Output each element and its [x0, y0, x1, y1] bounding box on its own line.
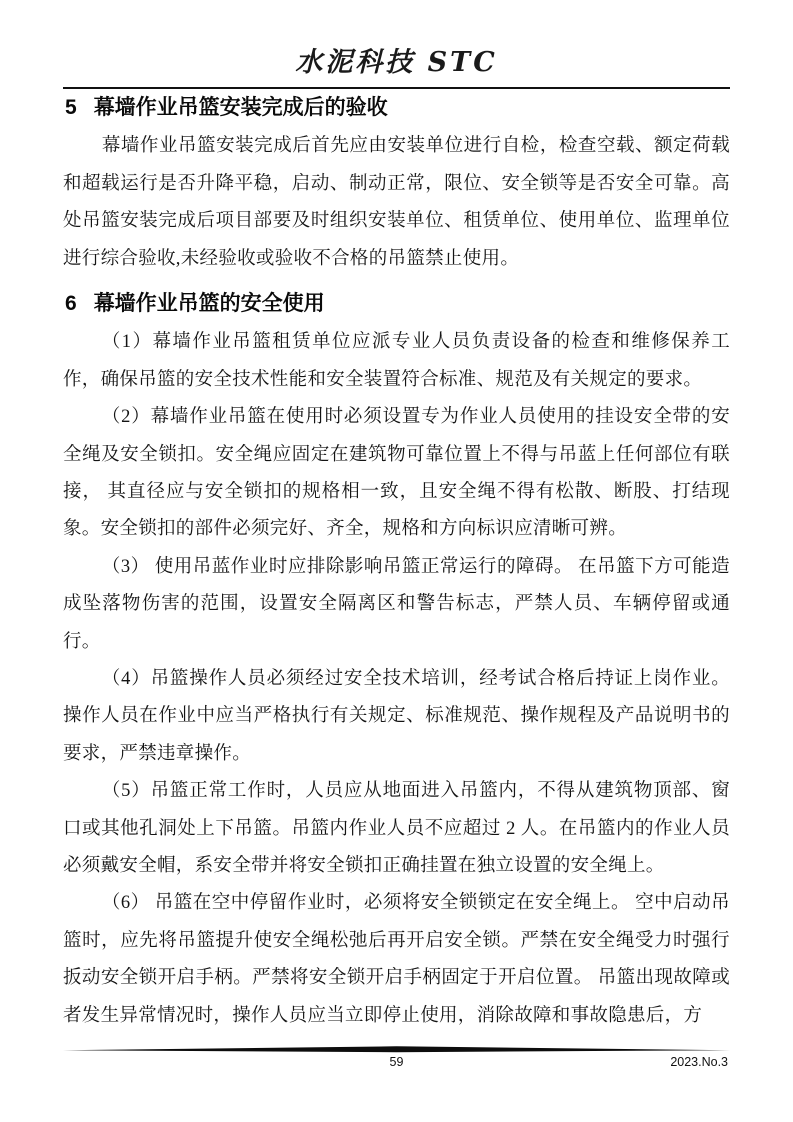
section-6-number: 6 — [65, 291, 77, 315]
section-6-paragraph-5: （5）吊篮正常工作时，人员应从地面进入吊篮内，不得从建筑物顶部、窗口或其他孔洞处上下吊篮。吊篮内作业人员不应超过 2 人。在吊篮内的作业人员必须戴安全帽，系安全带并将安全锁扣正确挂置在独立设置的安全绳上。 — [63, 781, 730, 876]
section-6-paragraph-1: （1）幕墙作业吊篮租赁单位应派专业人员负责设备的检查和维修保养工作，确保吊篮的安全技术性能和安全装置符合标准、规范及有关规定的要求。 — [63, 332, 730, 390]
footer-tapered-rule — [63, 1046, 730, 1053]
section-6-paragraph-3: （3） 使用吊蓝作业时应排除影响吊篮正常运行的障碍。 在吊篮下方可能造成坠落物伤害的范围，设置安全隔离区和警告标志，严禁人员、车辆停留或通行。 — [63, 556, 730, 652]
section-5-paragraph: 幕墙作业吊篮安装完成后首先应由安装单位进行自检，检查空载、额定荷载和超载运行是否升降平稳，启动、制动正常，限位、安全锁等是否安全可靠。高处吊篮安装完成后项目部要及时组织安装单位、租赁单位、使用单位、监理单位进行综合验收,未经验收或验收不合格的吊篮禁止使用。 — [63, 136, 730, 269]
page-content — [63, 0, 730, 1035]
section-5-number: 5 — [65, 96, 77, 119]
section-6-heading — [65, 290, 730, 318]
section-5-heading — [65, 94, 730, 122]
page-number: 59 — [389, 1055, 404, 1069]
section-6-title: 幕墙作业吊篮的安全使用 — [93, 291, 325, 315]
section-6-paragraph-2: （2）幕墙作业吊篮在使用时必须设置专为作业人员使用的挂设安全带的安全绳及安全锁扣。安全绳应固定在建筑物可靠位置上不得与吊蓝上任何部位有联接， 其直径应与安全锁扣的规格相一致，且安全绳不得有松散、断股、打结现象。安全锁扣的部件必须完好、齐全，规格和方向标识应清晰可辨。 — [63, 407, 730, 540]
footer-row — [63, 1055, 730, 1073]
section-6-paragraph-4: （4）吊篮操作人员必须经过安全技术培训，经考试合格后持证上岗作业。操作人员在作业中应当严格执行有关规定、标准规范、操作规程及产品说明书的要求，严禁违章操作。 — [63, 668, 730, 764]
journal-title: 水泥科技 STC — [295, 47, 498, 78]
section-5-title: 幕墙作业吊篮安装完成后的验收 — [93, 96, 388, 119]
page-footer — [63, 1046, 730, 1073]
header-rule — [63, 87, 730, 89]
issue-number: 2023.No.3 — [670, 1055, 728, 1069]
section-6-paragraph-6: （6） 吊篮在空中停留作业时，必须将安全锁锁定在安全绳上。 空中启动吊篮时，应先将吊篮提升使安全绳松弛后再开启安全锁。严禁在安全绳受力时强行扳动安全锁开启手柄。严禁将安全锁开启手柄固定于开启位置。 吊篮出现故障或者发生异常情况时，操作人员应当立即停止使用，消除故障和事故隐患后，方 — [63, 893, 730, 1026]
